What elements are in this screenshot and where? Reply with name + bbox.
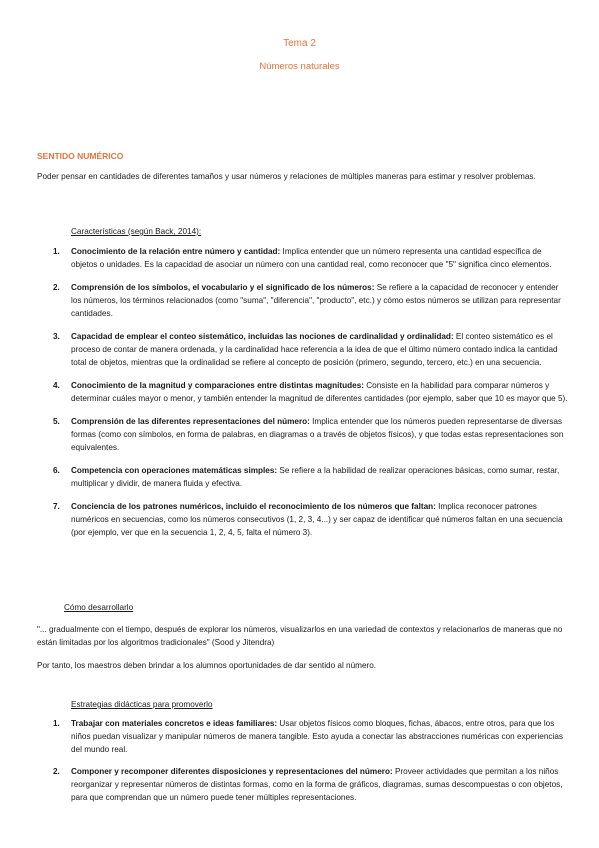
item-text: El conteo sistemático es el proceso de contar de manera ordenada, y la cardinalidad hace referencia a la idea de que el último número contado indica la cantidad total de objetos, mientras que la ordinalidad se refiere al concepto de posición (primero, segundo, tercero, etc.) en una secuencia.: [71, 332, 558, 367]
item-title: Conocimiento de la magnitud y comparaciones entre distintas magnitudes:: [71, 381, 364, 390]
section-heading: SENTIDO NUMÉRICO: [37, 151, 124, 161]
item-text: Se refiere a la capacidad de reconocer y entender los números, los términos relacionados (como "suma", "diferencia", "producto", etc.) y cómo estos números se utilizan para representar cantidades.: [71, 283, 561, 318]
item-number: 4.: [53, 381, 60, 390]
item-text: Implica entender que los números pueden representarse de diversas formas (como con símbolos, en forma de palabras, en diagramas o a través de objetos físicos), y que todas estas representaciones son equivalentes.: [71, 417, 564, 452]
item-text: Implica reconocer patrones numéricos en secuencias, como los números consecutivos (1, 2, 3, 4...) y ser capaz de identificar qué números faltan en una secuencia (por ejemplo, ver que en la secuencia 1, 2, 4, 5, falta el número 3).: [71, 502, 563, 537]
item-number: 7.: [53, 502, 60, 511]
item-text: Se refiere a la habilidad de realizar operaciones básicas, como sumar, restar, multiplicar y dividir, de manera fluida y efectiva.: [71, 466, 560, 488]
definition-paragraph: Poder pensar en cantidades de diferentes tamaños y usar números y relaciones de múltiples maneras para estimar y resolver problemas.: [37, 172, 536, 181]
quote-paragraph: "... gradualmente con el tiempo, después de explorar los números, visualizarlos en una variedad de contextos y relacionarlos de maneras que no están limitadas por los algoritmos tradicionales" (Sood y Jitendra): [37, 625, 563, 647]
item-text: Consiste en la habilidad para comparar números y determinar cuáles mayor o menor, y también entender la magnitud de diferentes cantidades (por ejemplo, saber que 10 es mayor que 5).: [71, 381, 568, 403]
item-text: Usar objetos físicos como bloques, fichas, ábacos, entre otros, para que los niños puedan visualizar y manipular números de manera tangible. Esto ayuda a conectar las abstracciones numéricas con experiencias del mundo real.: [71, 719, 563, 754]
list-item: [53, 245, 568, 271]
item-number: 5.: [53, 417, 60, 426]
strategies-heading: Estrategias didácticas para promoverlo: [71, 700, 213, 709]
item-title: Conciencia de los patrones numéricos, incluido el reconocimiento de los números que faltan:: [71, 502, 436, 511]
list-item: [53, 281, 568, 320]
item-text: Implica entender que un número representa una cantidad específica de objetos o unidades. Es la capacidad de asociar un número con una cantidad real, como reconocer que "5" significa cinco elementos.: [71, 247, 552, 269]
item-number: 1.: [53, 247, 60, 256]
item-title: Comprensión de los símbolos, el vocabulario y el significado de los números:: [71, 283, 375, 292]
list-item: [53, 330, 568, 369]
characteristics-heading: Características (según Back, 2014):: [71, 227, 202, 236]
item-title: Competencia con operaciones matemáticas simples:: [71, 466, 278, 475]
development-heading: Cómo desarrollarlo: [64, 603, 134, 612]
item-number: 6.: [53, 466, 60, 475]
list-item: [53, 717, 568, 756]
list-item: [53, 464, 568, 490]
item-title: Trabajar con materiales concretos e ideas familiares:: [71, 719, 278, 728]
item-title: Capacidad de emplear el conteo sistemático, incluidas las nociones de cardinalidad y ordinalidad:: [71, 332, 454, 341]
list-item: [53, 765, 568, 804]
item-number: 1.: [53, 719, 60, 728]
strategies-list: [53, 717, 568, 813]
item-title: Comprensión de las diferentes representaciones del número:: [71, 417, 310, 426]
item-number: 2.: [53, 767, 60, 776]
characteristics-list: [53, 245, 568, 549]
item-text: Proveer actividades que permitan a los niños reorganizar y representar números de distintas formas, como en la forma de gráficos, diagramas, sumas descompuestas o con objetos, para que comprendan que un número puede tener múltiples representaciones.: [71, 767, 563, 802]
page-title: Números naturales: [259, 61, 340, 72]
item-number: 3.: [53, 332, 60, 341]
closing-paragraph: Por tanto, los maestros deben brindar a los alumnos oportunidades de dar sentido al número.: [37, 661, 377, 670]
theme-label: Tema 2: [283, 38, 316, 49]
list-item: [53, 500, 568, 539]
list-item: [53, 379, 568, 405]
item-title: Conocimiento de la relación entre número y cantidad:: [71, 247, 281, 256]
item-title: Componer y recomponer diferentes disposiciones y representaciones del número:: [71, 767, 393, 776]
list-item: [53, 415, 568, 454]
item-number: 2.: [53, 283, 60, 292]
